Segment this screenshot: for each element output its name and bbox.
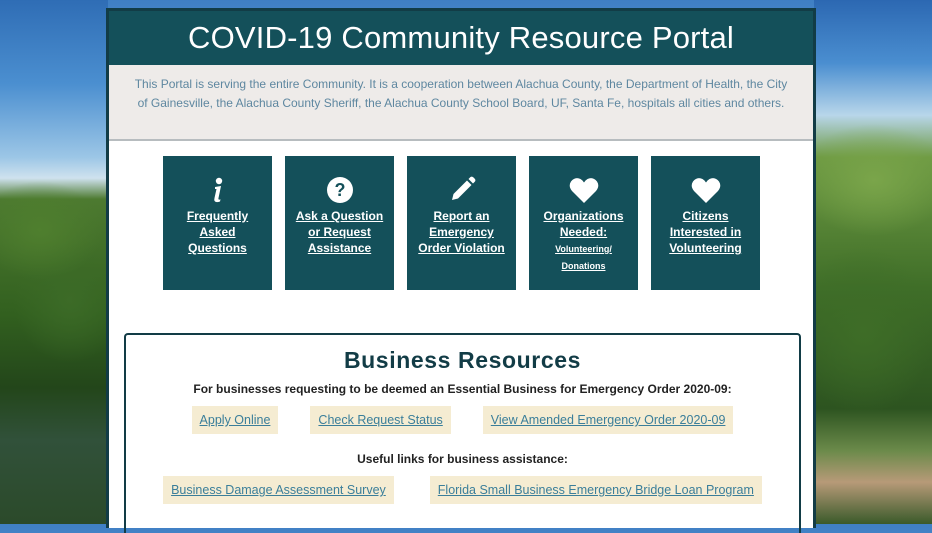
assistance-links-row: [126, 476, 799, 504]
essential-links-row: [126, 406, 799, 434]
tile-report-violation[interactable]: [407, 156, 516, 290]
business-assistance-text: Useful links for business assistance:: [357, 452, 568, 466]
apply-online-link[interactable]: Apply Online: [192, 406, 279, 434]
resource-tiles: [109, 141, 813, 329]
tile-organizations-needed-label: [535, 208, 632, 274]
tile-organizations-needed-sublabel: Volunteering/ Donations: [555, 244, 612, 271]
business-resources-section: [124, 333, 801, 533]
background-landscape-right: [814, 0, 932, 524]
tile-organizations-needed[interactable]: [529, 156, 638, 290]
tile-organizations-needed-title: Organizations Needed:: [543, 209, 624, 239]
tile-faq[interactable]: [163, 156, 272, 290]
view-emergency-order-link[interactable]: View Amended Emergency Order 2020-09: [483, 406, 734, 434]
check-request-status-link[interactable]: Check Request Status: [310, 406, 450, 434]
tile-faq-label: Frequently Asked Questions: [186, 209, 249, 255]
page-title: COVID-19 Community Resource Portal: [109, 11, 813, 65]
tile-citizens-volunteering-label: Citizens Interested in Volunteering: [669, 209, 742, 255]
tile-citizens-volunteering[interactable]: [651, 156, 760, 290]
portal-panel: [106, 8, 816, 528]
pencil-icon: [407, 176, 516, 204]
bridge-loan-program-link[interactable]: Florida Small Business Emergency Bridge Loan Program: [430, 476, 762, 504]
business-resources-title: Business Resources: [343, 347, 582, 373]
heart-icon: [651, 176, 760, 204]
question-icon: [285, 176, 394, 204]
essential-business-text: For businesses requesting to be deemed an Essential Business for Emergency Order 2020-09:: [193, 382, 732, 396]
intro-text: This Portal is serving the entire Community. It is a cooperation between Alachua County, the Department of Health, the City of Gainesville, the Alachua County Sheriff, the Alachua County School Board, UF, Santa Fe, hospitals all cities and others.: [109, 65, 813, 141]
background-landscape-left: [0, 0, 108, 524]
info-icon: [163, 176, 272, 204]
heart-icon: [529, 176, 638, 204]
tile-ask-question-label: Ask a Question or Request Assistance: [295, 209, 384, 255]
tile-report-violation-label: Report an Emergency Order Violation: [418, 209, 505, 255]
svg-text:?: ?: [334, 180, 345, 200]
damage-assessment-survey-link[interactable]: Business Damage Assessment Survey: [163, 476, 394, 504]
tile-ask-question[interactable]: [285, 156, 394, 290]
